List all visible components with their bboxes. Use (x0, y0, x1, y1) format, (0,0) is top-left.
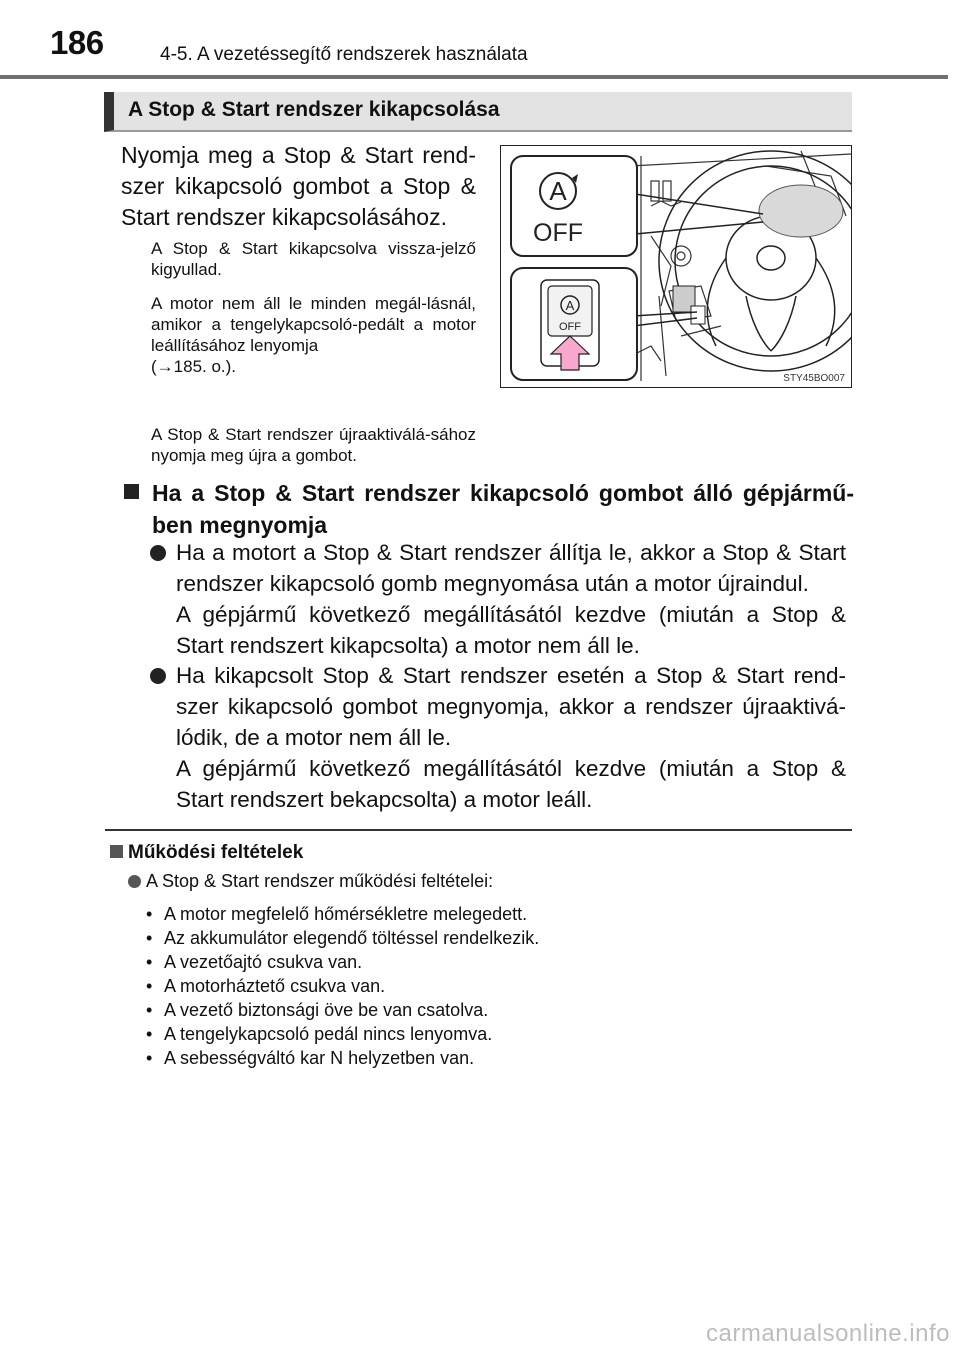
note-indicator: A Stop & Start kikapcsolva vissza-jelző kigyullad. (151, 239, 476, 279)
conditions-intro (128, 871, 493, 892)
section-title-bar (104, 92, 852, 132)
dashboard-drawing (501, 146, 852, 388)
note-engine (151, 293, 476, 377)
section-title: A Stop & Start rendszer kikapcsolása (128, 98, 500, 121)
conditions-heading-text: Működési feltételek (128, 842, 304, 863)
square-bullet-icon (124, 484, 139, 499)
subsection-heading (124, 477, 854, 541)
conditions-list (140, 902, 539, 1070)
list-item: • A vezető biztonsági öve be van csatolva. (140, 998, 539, 1022)
subsection-heading-text: Ha a Stop & Start rendszer kikapcsoló gombot álló gépjármű-ben megnyomja (152, 480, 854, 538)
list-item: • A motor megfelelő hőmérsékletre melegedett. (140, 902, 539, 926)
bullet-continuation: A gépjármű következő megállításától kezdve (miután a Stop & Start rendszert kikapcsolta) a motor nem áll le. (176, 602, 846, 658)
list-item: • A vezetőajtó csukva van. (140, 950, 539, 974)
header-rule (0, 75, 948, 79)
bullet-text: Ha a motort a Stop & Start rendszer állítja le, akkor a Stop & Start rendszer kikapcsoló gomb megnyomása után a motor újraindul. (176, 540, 846, 596)
stop-start-illustration (500, 145, 852, 388)
button-label-large: OFF (533, 219, 583, 247)
button-letter-large: A (549, 176, 567, 206)
list-item: • A motorháztető csukva van. (140, 974, 539, 998)
button-letter-small: A (565, 298, 575, 313)
note-engine-text: A motor nem áll le minden megál-lásnál, amikor a tengelykapcsoló-pedált a motor leállításához lenyomja (151, 294, 476, 355)
page-number: 186 (50, 24, 104, 61)
square-bullet-icon (110, 845, 123, 858)
running-title: 4-5. A vezetéssegítő rendszerek használata (160, 44, 528, 65)
illustration-code: STY45BO007 (783, 373, 845, 384)
section-divider (105, 829, 852, 831)
circle-bullet-icon (150, 668, 166, 684)
list-item: • A sebességváltó kar N helyzetben van. (140, 1046, 539, 1070)
intro-paragraph: Nyomja meg a Stop & Start rend-szer kikapcsoló gombot a Stop & Start rendszer kikapcsolásához. (121, 142, 476, 230)
steering-wheel (659, 151, 852, 371)
watermark: carmanualsonline.info (706, 1320, 950, 1347)
button-label-small: OFF (559, 321, 581, 333)
bullet-text: Ha kikapcsolt Stop & Start rendszer esetén a Stop & Start rend-szer kikapcsoló gombot megnyomja, akkor a rendszer újraaktivá-lódik, de a motor nem áll le. (176, 663, 846, 750)
bullet-continuation: A gépjármű következő megállításától kezdve (miután a Stop & Start rendszert bekapcsolta) a motor leáll. (176, 756, 846, 812)
circle-bullet-icon (150, 545, 166, 561)
list-item (150, 660, 846, 815)
list-item: • Az akkumulátor elegendő töltéssel rendelkezik. (140, 926, 539, 950)
conditions-heading (110, 842, 303, 864)
conditions-intro-text: A Stop & Start rendszer működési feltételei: (146, 871, 494, 891)
page-reference: (→185. o.). (151, 357, 237, 376)
list-item (150, 537, 846, 661)
circle-bullet-icon (128, 875, 141, 888)
list-item: • A tengelykapcsoló pedál nincs lenyomva. (140, 1022, 539, 1046)
note-reactivate: A Stop & Start rendszer újraaktiválá-sához nyomja meg újra a gombot. (151, 425, 476, 465)
